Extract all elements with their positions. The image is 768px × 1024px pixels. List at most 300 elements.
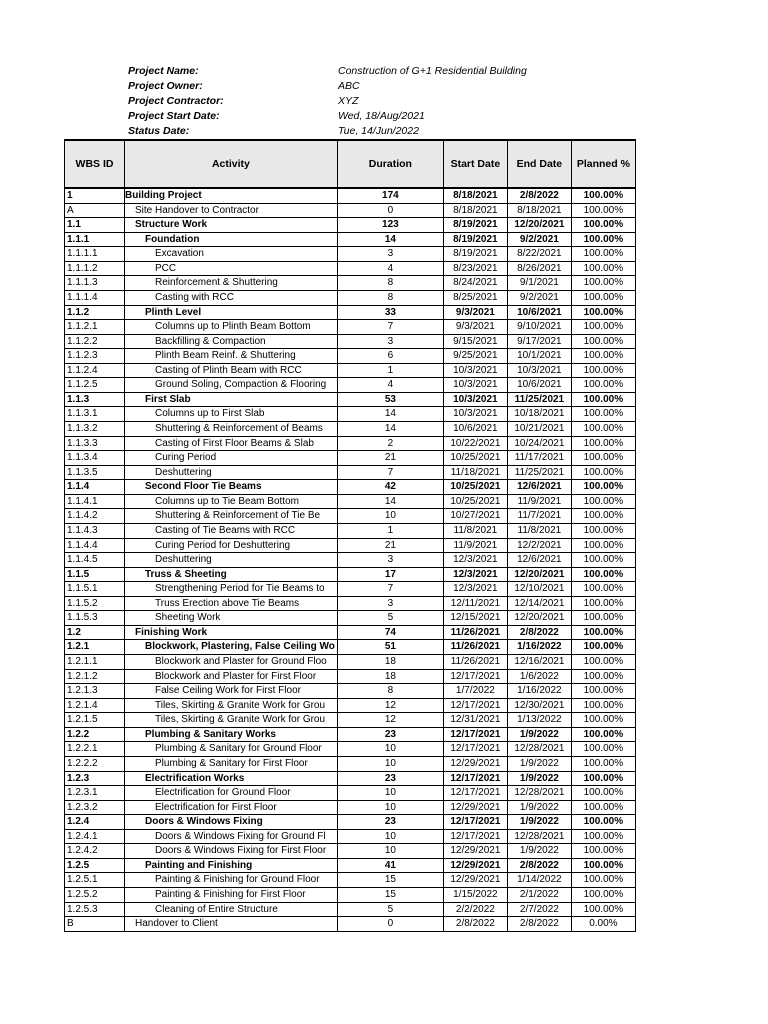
duration-cell: 10 [337,800,443,815]
table-row [65,611,636,626]
planned-cell: 100.00% [571,334,635,349]
schedule-body [65,188,636,931]
activity-cell: Building Project [125,188,338,203]
project-owner-value: ABC [338,80,360,92]
table-row [65,596,636,611]
activity-cell: Tiles, Skirting & Granite Work for Grou [125,713,338,728]
start-date-cell: 9/15/2021 [443,334,507,349]
end-date-cell: 8/22/2021 [507,247,571,262]
end-date-cell: 1/6/2022 [507,669,571,684]
duration-cell: 8 [337,684,443,699]
planned-cell: 100.00% [571,290,635,305]
table-row [65,698,636,713]
start-date-cell: 12/15/2021 [443,611,507,626]
planned-cell: 100.00% [571,553,635,568]
table-row [65,582,636,597]
start-date-cell: 12/17/2021 [443,771,507,786]
end-date-cell: 12/2/2021 [507,538,571,553]
col-header-activity: Activity [125,140,338,188]
duration-cell: 10 [337,829,443,844]
end-date-cell: 8/26/2021 [507,261,571,276]
duration-cell: 174 [337,188,443,203]
col-header-start-date: Start Date [443,140,507,188]
start-date-cell: 12/29/2021 [443,858,507,873]
activity-cell: Curing Period for Deshuttering [125,538,338,553]
duration-cell: 10 [337,742,443,757]
table-row [65,494,636,509]
planned-cell: 100.00% [571,713,635,728]
end-date-cell: 1/16/2022 [507,640,571,655]
planned-cell: 100.00% [571,582,635,597]
duration-cell: 3 [337,334,443,349]
planned-cell: 100.00% [571,888,635,903]
activity-cell: Electrification for Ground Floor [125,786,338,801]
end-date-cell: 11/25/2021 [507,392,571,407]
wbs-cell: 1 [65,188,125,203]
activity-cell: Truss & Sheeting [125,567,338,582]
start-date-cell: 11/26/2021 [443,640,507,655]
table-row [65,786,636,801]
start-date-cell: 11/26/2021 [443,655,507,670]
planned-cell: 100.00% [571,742,635,757]
planned-cell: 100.00% [571,494,635,509]
end-date-cell: 12/28/2021 [507,786,571,801]
duration-cell: 15 [337,888,443,903]
wbs-cell: 1.1.3 [65,392,125,407]
start-date-cell: 8/18/2021 [443,203,507,218]
table-row [65,625,636,640]
end-date-cell: 12/14/2021 [507,596,571,611]
activity-cell: Deshuttering [125,465,338,480]
duration-cell: 8 [337,290,443,305]
table-row [65,363,636,378]
wbs-cell: 1.1.4.3 [65,523,125,538]
start-date-cell: 8/24/2021 [443,276,507,291]
duration-cell: 10 [337,756,443,771]
wbs-cell: 1.2.4.1 [65,829,125,844]
wbs-cell: 1.1.4 [65,480,125,495]
table-row [65,815,636,830]
planned-cell: 100.00% [571,698,635,713]
wbs-cell: 1.1.2.4 [65,363,125,378]
end-date-cell: 12/6/2021 [507,480,571,495]
start-date-cell: 12/17/2021 [443,815,507,830]
activity-cell: Columns up to First Slab [125,407,338,422]
planned-cell: 100.00% [571,276,635,291]
activity-cell: Structure Work [125,218,338,233]
project-contractor-row [128,94,527,109]
duration-cell: 10 [337,786,443,801]
planned-cell: 100.00% [571,480,635,495]
planned-cell: 100.00% [571,640,635,655]
start-date-cell: 12/29/2021 [443,800,507,815]
table-row [65,436,636,451]
table-row [65,858,636,873]
activity-cell: Electrification for First Floor [125,800,338,815]
planned-cell: 100.00% [571,786,635,801]
start-date-cell: 8/19/2021 [443,247,507,262]
table-row [65,480,636,495]
project-owner-row [128,79,527,94]
wbs-cell: 1.2.1.5 [65,713,125,728]
planned-cell: 100.00% [571,684,635,699]
wbs-cell: 1.2.1.4 [65,698,125,713]
start-date-cell: 11/18/2021 [443,465,507,480]
start-date-cell: 10/6/2021 [443,422,507,437]
activity-cell: Backfilling & Compaction [125,334,338,349]
table-row [65,684,636,699]
wbs-cell: 1.1.4.5 [65,553,125,568]
end-date-cell: 8/18/2021 [507,203,571,218]
start-date-cell: 12/17/2021 [443,786,507,801]
wbs-cell: 1.1.1.1 [65,247,125,262]
start-date-cell: 10/22/2021 [443,436,507,451]
end-date-cell: 1/13/2022 [507,713,571,728]
planned-cell: 100.00% [571,349,635,364]
activity-cell: Foundation [125,232,338,247]
start-date-cell: 12/17/2021 [443,829,507,844]
activity-cell: Blockwork and Plaster for First Floor [125,669,338,684]
table-row [65,888,636,903]
duration-cell: 17 [337,567,443,582]
planned-cell: 100.00% [571,844,635,859]
planned-cell: 100.00% [571,203,635,218]
wbs-cell: 1.1.2 [65,305,125,320]
wbs-cell: 1.2.2 [65,727,125,742]
table-row [65,203,636,218]
wbs-cell: 1.2.5 [65,858,125,873]
activity-cell: Painting & Finishing for First Floor [125,888,338,903]
table-row [65,771,636,786]
activity-cell: Painting & Finishing for Ground Floor [125,873,338,888]
activity-cell: Casting with RCC [125,290,338,305]
wbs-cell: B [65,917,125,932]
activity-cell: Electrification Works [125,771,338,786]
end-date-cell: 12/10/2021 [507,582,571,597]
planned-cell: 100.00% [571,218,635,233]
start-date-cell: 12/17/2021 [443,698,507,713]
table-row [65,247,636,262]
duration-cell: 12 [337,713,443,728]
table-row [65,727,636,742]
start-date-cell: 12/17/2021 [443,669,507,684]
wbs-cell: 1.1.3.5 [65,465,125,480]
start-date-cell: 11/9/2021 [443,538,507,553]
project-start-row [128,109,527,124]
end-date-cell: 10/21/2021 [507,422,571,437]
duration-cell: 41 [337,858,443,873]
schedule-table [64,139,636,932]
start-date-cell: 8/19/2021 [443,218,507,233]
duration-cell: 18 [337,655,443,670]
end-date-cell: 9/1/2021 [507,276,571,291]
start-date-cell: 11/8/2021 [443,523,507,538]
duration-cell: 8 [337,276,443,291]
start-date-cell: 12/3/2021 [443,567,507,582]
end-date-cell: 10/6/2021 [507,305,571,320]
table-row [65,553,636,568]
project-contractor-label: Project Contractor: [128,95,224,107]
project-name-row [128,64,527,79]
activity-cell: Casting of First Floor Beams & Slab [125,436,338,451]
activity-cell: Handover to Client [125,917,338,932]
end-date-cell: 1/9/2022 [507,727,571,742]
activity-cell: Painting and Finishing [125,858,338,873]
end-date-cell: 11/17/2021 [507,451,571,466]
activity-cell: Reinforcement & Shuttering [125,276,338,291]
activity-cell: Doors & Windows Fixing [125,815,338,830]
duration-cell: 12 [337,698,443,713]
end-date-cell: 10/1/2021 [507,349,571,364]
activity-cell: Blockwork and Plaster for Ground Floo [125,655,338,670]
table-row [65,873,636,888]
planned-cell: 100.00% [571,756,635,771]
planned-cell: 100.00% [571,873,635,888]
start-date-cell: 10/27/2021 [443,509,507,524]
activity-cell: Plumbing & Sanitary Works [125,727,338,742]
planned-cell: 100.00% [571,465,635,480]
planned-cell: 100.00% [571,771,635,786]
wbs-cell: 1.1.5.2 [65,596,125,611]
table-row [65,334,636,349]
planned-cell: 100.00% [571,858,635,873]
table-row [65,829,636,844]
start-date-cell: 10/25/2021 [443,451,507,466]
duration-cell: 3 [337,247,443,262]
wbs-cell: 1.1.3.1 [65,407,125,422]
end-date-cell: 10/18/2021 [507,407,571,422]
start-date-cell: 12/3/2021 [443,582,507,597]
wbs-cell: 1.2 [65,625,125,640]
planned-cell: 100.00% [571,320,635,335]
end-date-cell: 12/30/2021 [507,698,571,713]
end-date-cell: 9/17/2021 [507,334,571,349]
end-date-cell: 1/9/2022 [507,844,571,859]
start-date-cell: 9/3/2021 [443,305,507,320]
duration-cell: 0 [337,917,443,932]
wbs-cell: 1.2.2.1 [65,742,125,757]
end-date-cell: 12/28/2021 [507,742,571,757]
start-date-cell: 10/25/2021 [443,480,507,495]
planned-cell: 100.00% [571,232,635,247]
table-row [65,320,636,335]
wbs-cell: 1.1.5.3 [65,611,125,626]
planned-cell: 100.00% [571,611,635,626]
wbs-cell: 1.2.3.2 [65,800,125,815]
activity-cell: Plinth Beam Reinf. & Shuttering [125,349,338,364]
table-row [65,349,636,364]
wbs-cell: 1.1.5.1 [65,582,125,597]
planned-cell: 100.00% [571,829,635,844]
start-date-cell: 12/11/2021 [443,596,507,611]
col-header-planned: Planned % [571,140,635,188]
duration-cell: 7 [337,465,443,480]
planned-cell: 100.00% [571,902,635,917]
planned-cell: 100.00% [571,436,635,451]
table-row [65,655,636,670]
end-date-cell: 12/20/2021 [507,567,571,582]
activity-cell: Casting of Plinth Beam with RCC [125,363,338,378]
wbs-cell: 1.1.3.4 [65,451,125,466]
wbs-cell: 1.1.1.3 [65,276,125,291]
activity-cell: Doors & Windows Fixing for Ground Fl [125,829,338,844]
wbs-cell: 1.2.5.2 [65,888,125,903]
project-start-value: Wed, 18/Aug/2021 [338,110,425,122]
wbs-cell: 1.1.1.4 [65,290,125,305]
col-header-duration: Duration [337,140,443,188]
activity-cell: Plumbing & Sanitary for First Floor [125,756,338,771]
planned-cell: 100.00% [571,422,635,437]
activity-cell: PCC [125,261,338,276]
status-date-value: Tue, 14/Jun/2022 [338,125,419,137]
wbs-cell: 1.2.4.2 [65,844,125,859]
table-row [65,290,636,305]
wbs-cell: 1.1.2.1 [65,320,125,335]
activity-cell: False Ceiling Work for First Floor [125,684,338,699]
end-date-cell: 10/6/2021 [507,378,571,393]
duration-cell: 7 [337,582,443,597]
start-date-cell: 8/23/2021 [443,261,507,276]
end-date-cell: 1/14/2022 [507,873,571,888]
duration-cell: 33 [337,305,443,320]
wbs-cell: 1.2.1.3 [65,684,125,699]
table-row [65,509,636,524]
duration-cell: 10 [337,844,443,859]
planned-cell: 0.00% [571,917,635,932]
start-date-cell: 11/26/2021 [443,625,507,640]
table-row [65,917,636,932]
end-date-cell: 2/8/2022 [507,917,571,932]
end-date-cell: 1/9/2022 [507,815,571,830]
end-date-cell: 12/20/2021 [507,218,571,233]
activity-cell: Excavation [125,247,338,262]
end-date-cell: 2/1/2022 [507,888,571,903]
wbs-cell: 1.1.4.4 [65,538,125,553]
duration-cell: 5 [337,611,443,626]
duration-cell: 1 [337,523,443,538]
start-date-cell: 10/3/2021 [443,392,507,407]
start-date-cell: 9/25/2021 [443,349,507,364]
wbs-cell: 1.1.3.2 [65,422,125,437]
wbs-cell: 1.1.4.1 [65,494,125,509]
activity-cell: Ground Soling, Compaction & Flooring [125,378,338,393]
wbs-cell: 1.2.5.3 [65,902,125,917]
activity-cell: Deshuttering [125,553,338,568]
activity-cell: Doors & Windows Fixing for First Floor [125,844,338,859]
duration-cell: 53 [337,392,443,407]
duration-cell: 23 [337,727,443,742]
start-date-cell: 9/3/2021 [443,320,507,335]
planned-cell: 100.00% [571,363,635,378]
table-row [65,261,636,276]
start-date-cell: 10/3/2021 [443,363,507,378]
wbs-cell: 1.2.4 [65,815,125,830]
duration-cell: 51 [337,640,443,655]
start-date-cell: 12/31/2021 [443,713,507,728]
duration-cell: 14 [337,422,443,437]
col-header-end-date: End Date [507,140,571,188]
table-row [65,422,636,437]
duration-cell: 123 [337,218,443,233]
table-row [65,567,636,582]
end-date-cell: 1/16/2022 [507,684,571,699]
planned-cell: 100.00% [571,815,635,830]
start-date-cell: 10/25/2021 [443,494,507,509]
activity-cell: Plumbing & Sanitary for Ground Floor [125,742,338,757]
wbs-cell: 1.1.2.5 [65,378,125,393]
duration-cell: 18 [337,669,443,684]
table-row [65,538,636,553]
duration-cell: 14 [337,494,443,509]
activity-cell: Tiles, Skirting & Granite Work for Grou [125,698,338,713]
start-date-cell: 2/2/2022 [443,902,507,917]
duration-cell: 42 [337,480,443,495]
col-header-wbs-id: WBS ID [65,140,125,188]
duration-cell: 23 [337,815,443,830]
activity-cell: Finishing Work [125,625,338,640]
table-row [65,378,636,393]
wbs-cell: 1.2.1.1 [65,655,125,670]
start-date-cell: 12/29/2021 [443,756,507,771]
wbs-cell: 1.1 [65,218,125,233]
wbs-cell: 1.1.2.3 [65,349,125,364]
end-date-cell: 2/7/2022 [507,902,571,917]
end-date-cell: 11/25/2021 [507,465,571,480]
duration-cell: 7 [337,320,443,335]
activity-cell: Strengthening Period for Tie Beams to [125,582,338,597]
end-date-cell: 9/10/2021 [507,320,571,335]
end-date-cell: 2/8/2022 [507,188,571,203]
wbs-cell: 1.1.3.3 [65,436,125,451]
activity-cell: Curing Period [125,451,338,466]
status-date-row [128,124,527,139]
planned-cell: 100.00% [571,523,635,538]
activity-cell: First Slab [125,392,338,407]
wbs-cell: 1.2.3 [65,771,125,786]
planned-cell: 100.00% [571,392,635,407]
start-date-cell: 8/25/2021 [443,290,507,305]
duration-cell: 3 [337,553,443,568]
table-row [65,640,636,655]
duration-cell: 14 [337,407,443,422]
end-date-cell: 2/8/2022 [507,858,571,873]
planned-cell: 100.00% [571,378,635,393]
end-date-cell: 11/9/2021 [507,494,571,509]
table-row [65,188,636,203]
duration-cell: 5 [337,902,443,917]
planned-cell: 100.00% [571,188,635,203]
end-date-cell: 2/8/2022 [507,625,571,640]
start-date-cell: 12/29/2021 [443,844,507,859]
table-row [65,305,636,320]
duration-cell: 4 [337,378,443,393]
activity-cell: Truss Erection above Tie Beams [125,596,338,611]
planned-cell: 100.00% [571,538,635,553]
wbs-cell: 1.1.1.2 [65,261,125,276]
planned-cell: 100.00% [571,305,635,320]
table-row [65,523,636,538]
duration-cell: 21 [337,451,443,466]
start-date-cell: 10/3/2021 [443,407,507,422]
start-date-cell: 12/17/2021 [443,727,507,742]
project-start-label: Project Start Date: [128,110,220,122]
activity-cell: Sheeting Work [125,611,338,626]
table-row [65,742,636,757]
wbs-cell: 1.1.1 [65,232,125,247]
table-row [65,232,636,247]
end-date-cell: 11/8/2021 [507,523,571,538]
table-row [65,276,636,291]
